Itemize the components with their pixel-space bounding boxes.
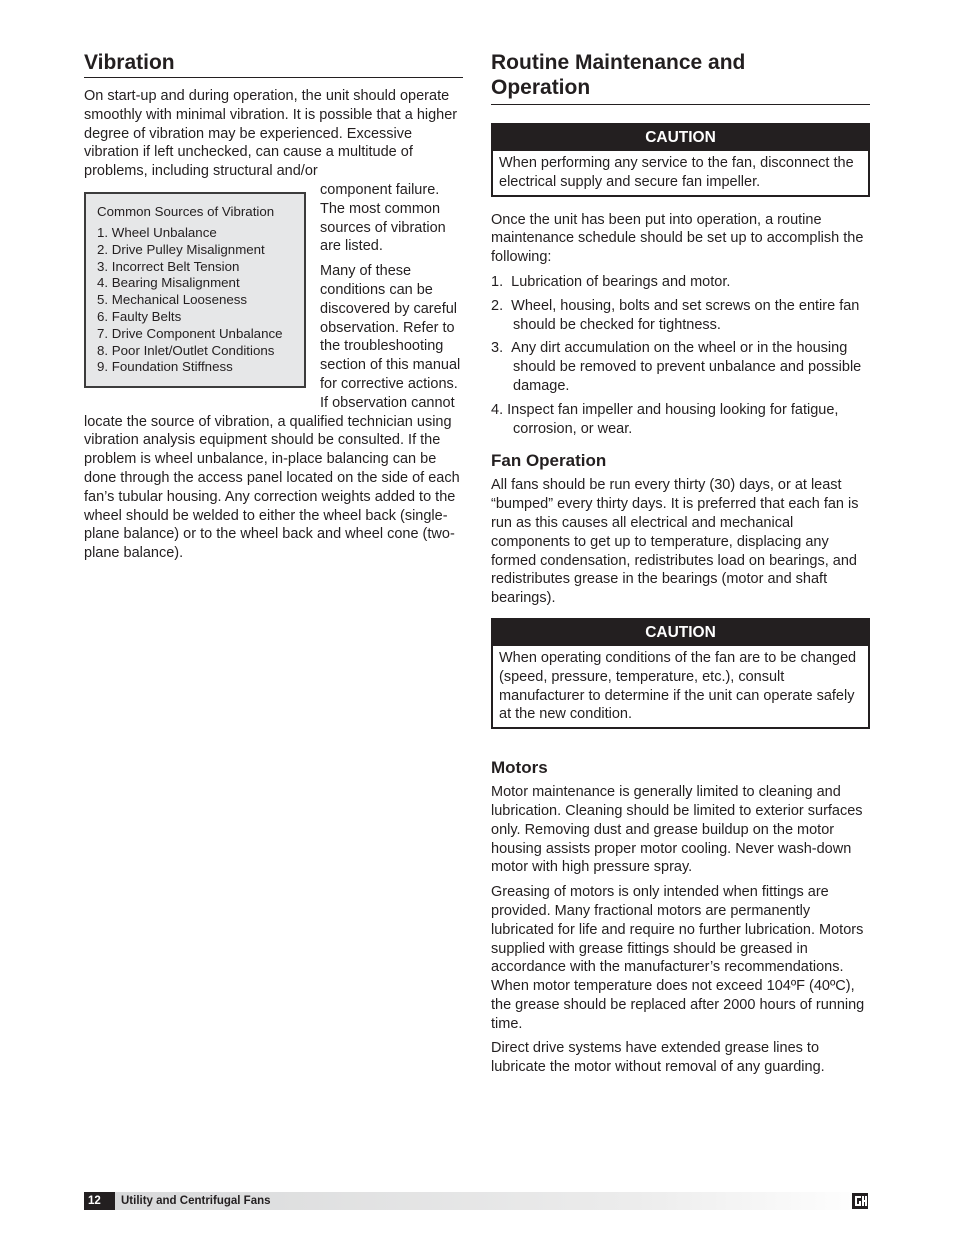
maintenance-intro: Once the unit has been put into operation, a routine maintenance schedule should be set up to accomplish the following: [491, 211, 864, 266]
list-item: 3. Incorrect Belt Tension [97, 258, 240, 274]
vibration-wrap-flow [84, 181, 463, 563]
right-column [491, 50, 870, 1083]
page-footer [84, 1192, 870, 1210]
list-item: 2. Drive Pulley Misalignment [97, 241, 265, 257]
fan-operation-text: All fans should be run every thirty (30) days, or at least “bumped” every thirty days. It is preferred that each fan is run as this causes all electrical and mechanical components to get up to temperature, displacing any formed condensation, redistributes load on bearings, and redistributes grease in the bearings (motor and shaft bearings). [491, 477, 859, 607]
heading-rule [491, 104, 870, 105]
vibration-heading: Vibration [84, 50, 463, 78]
motors-paragraph-3: Direct drive systems have extended grease lines to lubricate the motor without removal of any guarding. [491, 1040, 825, 1076]
caution-title: CAUTION [493, 620, 868, 646]
vibration-intro-continued: component failure. The most common sources of vibration are listed. [320, 181, 446, 255]
list-item: 4. Bearing Misalignment [97, 275, 240, 291]
caution-title: CAUTION [493, 125, 868, 151]
list-item: 5. Mechanical Looseness [97, 292, 248, 308]
vibration-paragraph-2: Many of these conditions can be discovered by careful observation. Refer to the troubleshooting section of this manual for corrective actions. If observation cannot locate the source of vibration, a qualified technician using vibration analysis equipment should be consulted. If the problem is wheel unbalance, in-place balancing can be done through the access panel located on the side of each fan’s tubular housing. Any correction weights added to the wheel should be welded to either the wheel back (single-plane balance) or to the wheel back and wheel cone (two-plane balance). [84, 263, 461, 562]
fan-operation-heading: Fan Operation [491, 451, 607, 471]
greenheck-logo-icon [852, 1193, 868, 1209]
list-item: 1. Lubrication of bearings and motor. [491, 273, 731, 290]
caution-text: When operating conditions of the fan are to be changed (speed, pressure, temperature, etc.), consult manufacturer to determine if the unit can operate safely at the new condition. [499, 649, 857, 723]
list-item: 4. Inspect fan impeller and housing looking for fatigue, corrosion, or wear. [491, 401, 839, 437]
motors-heading: Motors [491, 758, 548, 778]
list-item: 3. Any dirt accumulation on the wheel or in the housing should be removed to prevent unbalance and possible damage. [491, 340, 862, 394]
list-item: 1. Wheel Unbalance [97, 224, 217, 240]
caution-box-operating [491, 618, 870, 729]
motors-paragraph-2: Greasing of motors is only intended when fittings are provided. Many fractional motors are permanently lubricated for life and require no further lubrication. Motors supplied with grease fittings should be greased in accordance with the manufacturer’s recommendations. When motor temperature does not exceed 104ºF (40ºC), the grease should be replaced after 2000 hours of running time. [491, 884, 865, 1032]
caution-text: When performing any service to the fan, disconnect the electrical supply and secure fan impeller. [499, 155, 854, 190]
maintenance-list [491, 273, 870, 438]
sources-box-title: Common Sources of Vibration [97, 203, 275, 219]
vibration-sources-box [84, 192, 306, 388]
sources-list [97, 225, 304, 376]
list-item: 6. Faulty Belts [97, 308, 182, 324]
vibration-intro [84, 87, 463, 181]
motors-paragraph-1: Motor maintenance is generally limited to cleaning and lubrication. Cleaning should be limited to exterior surfaces only. Removing dust and grease buildup on the motor housing assists proper motor cooling. Never wash-down motor with high pressure spray. [491, 784, 863, 876]
caution-box-service [491, 123, 870, 197]
left-column [84, 50, 463, 569]
vibration-intro-text: On start-up and during operation, the unit should operate smoothly with minimal vibration. It is possible that a higher degree of vibration may be experienced. Excessive vibration if left unchecked, can cause a multitude of problems, including structural and/or [84, 88, 458, 180]
footer-title: Utility and Centrifugal Fans [121, 1195, 271, 1207]
list-item: 8. Poor Inlet/Outlet Conditions [97, 342, 275, 358]
list-item: 7. Drive Component Unbalance [97, 325, 283, 341]
list-item: 9. Foundation Stiffness [97, 359, 233, 375]
page-number: 12 [84, 1192, 115, 1210]
list-item: 2. Wheel, housing, bolts and set screws on the entire fan should be checked for tightness. [491, 297, 860, 333]
maintenance-heading: Routine Maintenance and Operation [491, 51, 746, 99]
